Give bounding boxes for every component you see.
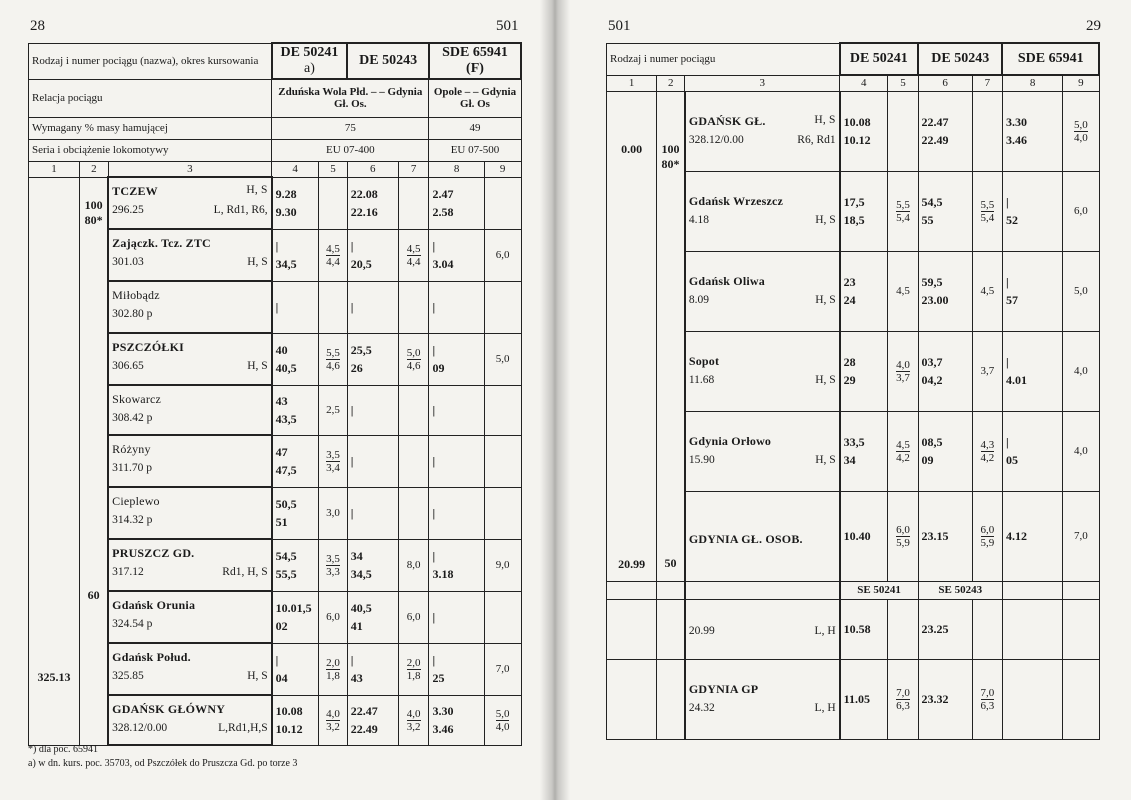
t3 bbox=[429, 177, 484, 229]
station-km: 317.12 Rd1, H, S bbox=[112, 566, 268, 578]
km-column: 325.13 bbox=[29, 177, 80, 745]
time-values: 22.08 22.16 bbox=[350, 187, 378, 219]
t1: 11.05 bbox=[840, 659, 888, 739]
t2 bbox=[347, 435, 398, 487]
time-values: | 34,5 bbox=[275, 239, 297, 271]
t1 bbox=[840, 411, 888, 491]
time-values: 3.30 3.46 bbox=[432, 704, 454, 736]
column-numbers-right bbox=[607, 75, 1100, 91]
speed-fraction: $\frac{4,5}{4,2}$ bbox=[896, 438, 910, 464]
station-cell bbox=[108, 229, 272, 281]
column-number: 6 bbox=[918, 75, 972, 91]
t3 bbox=[429, 591, 484, 643]
t1 bbox=[840, 91, 888, 171]
time-values: 22.47 22.49 bbox=[921, 115, 949, 147]
se-2: SE 50243 bbox=[918, 581, 1002, 599]
time-values: | bbox=[350, 403, 354, 417]
footnote-2: a) w dn. kurs. poc. 35703, od Pszczółek do Pruszcza Gd. po torze 3 bbox=[28, 758, 298, 769]
time-values: | 3.18 bbox=[432, 549, 454, 581]
column-number: 2 bbox=[657, 75, 685, 91]
station-km: 324.54 p bbox=[112, 618, 153, 630]
s1 bbox=[888, 91, 918, 171]
s3 bbox=[484, 435, 521, 487]
time-values: 3.30 3.46 bbox=[1005, 115, 1027, 147]
speed-fraction: $\frac{7,0}{6,3}$ bbox=[980, 686, 995, 712]
station-cell bbox=[685, 659, 840, 739]
time-values: | bbox=[432, 454, 436, 468]
time-values: | bbox=[350, 454, 354, 468]
column-number: 1 bbox=[607, 75, 657, 91]
right-body bbox=[607, 91, 1100, 739]
s2 bbox=[972, 659, 1002, 739]
time-values: 23 24 bbox=[843, 275, 856, 307]
column-number: 9 bbox=[484, 161, 521, 177]
t3 bbox=[1002, 251, 1062, 331]
time-values: | bbox=[432, 506, 436, 520]
s3: 5,0 bbox=[1063, 251, 1099, 331]
time-values: | 05 bbox=[1005, 435, 1018, 467]
t2 bbox=[347, 177, 398, 229]
s2: 4,5 bbox=[972, 251, 1002, 331]
station-name: GDAŃSK GŁÓWNY bbox=[112, 702, 226, 716]
page-number-left: 28 bbox=[30, 18, 45, 34]
t2 bbox=[918, 251, 972, 331]
t3 bbox=[1002, 491, 1062, 581]
time-values: | bbox=[432, 403, 436, 417]
s2 bbox=[972, 171, 1002, 251]
s1 bbox=[319, 435, 348, 487]
station-km: 328.12/0.00 L,Rd1,H,S bbox=[112, 722, 268, 734]
time-values: 25,5 26 bbox=[350, 343, 372, 375]
speed-fraction: $\frac{6,0}{5,9}$ bbox=[980, 523, 995, 549]
column-number: 8 bbox=[1002, 75, 1062, 91]
loco-12: EU 07-400 bbox=[272, 139, 429, 161]
t1 bbox=[272, 281, 319, 333]
train-2: DE 50243 bbox=[347, 43, 429, 79]
station-cell bbox=[685, 599, 840, 659]
s2 bbox=[398, 643, 429, 695]
speed-column: 100 80* 50 bbox=[657, 91, 685, 581]
page-number-right: 29 bbox=[1086, 18, 1101, 34]
speed-fraction: $\frac{5,5}{4,6}$ bbox=[326, 346, 340, 372]
footnote-1: *) dla poc. 65941 bbox=[28, 744, 98, 755]
s1: 6,0 bbox=[319, 591, 348, 643]
speed-fraction: $\frac{5,5}{5,4}$ bbox=[980, 198, 995, 224]
relation-3: Opole – – Gdynia Gł. Os bbox=[429, 79, 521, 117]
table-row bbox=[607, 599, 1100, 659]
time-values: 17,5 18,5 bbox=[843, 195, 865, 227]
time-values: | 3.04 bbox=[432, 239, 454, 271]
s1: 3,0 bbox=[319, 487, 348, 539]
s1: 2,5 bbox=[319, 385, 348, 435]
station-cell bbox=[108, 695, 272, 745]
t2 bbox=[918, 171, 972, 251]
station-km: 8.09 H, S bbox=[688, 293, 836, 306]
s3 bbox=[484, 591, 521, 643]
s3 bbox=[484, 487, 521, 539]
t1 bbox=[272, 333, 319, 385]
station-cell bbox=[108, 643, 272, 695]
column-number: 3 bbox=[108, 161, 272, 177]
speed-fraction: $\frac{4,5}{4,4}$ bbox=[326, 242, 340, 268]
station-cell bbox=[108, 591, 272, 643]
s1 bbox=[888, 411, 918, 491]
time-values: 10.01,5 02 bbox=[275, 601, 312, 633]
s2 bbox=[398, 695, 429, 745]
s3: 7,0 bbox=[1063, 491, 1099, 581]
train-1-right: DE 50241 bbox=[840, 43, 918, 75]
time-values: | 4.01 bbox=[1005, 355, 1027, 387]
column-numbers bbox=[29, 161, 522, 177]
station-name: Cieplewo bbox=[112, 494, 160, 508]
s1 bbox=[888, 331, 918, 411]
t2 bbox=[347, 487, 398, 539]
right-page bbox=[566, 0, 1131, 800]
t1 bbox=[840, 491, 888, 581]
t3 bbox=[429, 695, 484, 745]
time-values: 10.40 bbox=[843, 529, 871, 543]
train-label-right: Rodzaj i numer pociągu bbox=[607, 43, 840, 75]
s3: 6,0 bbox=[484, 229, 521, 281]
station-cell bbox=[685, 491, 840, 581]
relation-12: Zduńska Wola Płd. – – Gdynia Gł. Os. bbox=[272, 79, 429, 117]
loco-3: EU 07-500 bbox=[429, 139, 521, 161]
time-values: 2.47 2.58 bbox=[432, 187, 454, 219]
s2: 8,0 bbox=[398, 539, 429, 591]
time-values: | 43 bbox=[350, 653, 363, 685]
t1 bbox=[272, 385, 319, 435]
time-values: | bbox=[275, 300, 279, 314]
time-values: | bbox=[350, 300, 354, 314]
t1 bbox=[272, 695, 319, 745]
s3: 6,0 bbox=[1063, 171, 1099, 251]
station-cell bbox=[685, 251, 840, 331]
speed-fraction: $\frac{4,0}{3,2}$ bbox=[406, 707, 421, 733]
station-cell bbox=[685, 91, 840, 171]
time-values: 22.47 22.49 bbox=[350, 704, 378, 736]
left-timetable bbox=[28, 42, 522, 746]
s1 bbox=[319, 643, 348, 695]
station-name: Sopot bbox=[688, 353, 720, 368]
t1 bbox=[272, 591, 319, 643]
station-km: 311.70 p bbox=[112, 462, 152, 474]
s1: 4,5 bbox=[888, 251, 918, 331]
station-km: 302.80 p bbox=[112, 308, 153, 320]
t2: 23.25 bbox=[918, 599, 972, 659]
s3 bbox=[484, 281, 521, 333]
s1 bbox=[319, 695, 348, 745]
time-values: 43 43,5 bbox=[275, 394, 297, 426]
station-km: 325.85 H, S bbox=[112, 670, 268, 682]
t1 bbox=[840, 331, 888, 411]
t2 bbox=[918, 91, 972, 171]
station-km: 308.42 p bbox=[112, 412, 153, 424]
s1 bbox=[319, 229, 348, 281]
s1 bbox=[888, 659, 918, 739]
time-values: 03,7 04,2 bbox=[921, 355, 943, 387]
time-values: 08,5 09 bbox=[921, 435, 943, 467]
t2 bbox=[347, 539, 398, 591]
s3 bbox=[1063, 91, 1099, 171]
time-values: 54,5 55 bbox=[921, 195, 943, 227]
time-values: 10.08 10.12 bbox=[843, 115, 871, 147]
time-values: | 57 bbox=[1005, 275, 1018, 307]
time-values: 40,5 41 bbox=[350, 601, 372, 633]
station-name: Gdańsk Wrzeszcz bbox=[688, 193, 784, 208]
s3: 4,0 bbox=[1063, 331, 1099, 411]
station-cell bbox=[108, 539, 272, 591]
t1 bbox=[272, 539, 319, 591]
column-number: 3 bbox=[685, 75, 840, 91]
braking-12: 75 bbox=[272, 117, 429, 139]
t1 bbox=[272, 229, 319, 281]
s1 bbox=[888, 491, 918, 581]
s3: 9,0 bbox=[484, 539, 521, 591]
t2 bbox=[918, 331, 972, 411]
speed-column: 100 80* 60 bbox=[80, 177, 109, 745]
s2: 3,7 bbox=[972, 331, 1002, 411]
time-values: 34 34,5 bbox=[350, 549, 372, 581]
station-cell bbox=[108, 333, 272, 385]
se-1: SE 50241 bbox=[840, 581, 918, 599]
t1 bbox=[840, 171, 888, 251]
train-2-right: DE 50243 bbox=[918, 43, 1002, 75]
left-body bbox=[29, 177, 522, 745]
column-number: 1 bbox=[29, 161, 80, 177]
s2 bbox=[972, 599, 1002, 659]
time-values: 33,5 34 bbox=[843, 435, 865, 467]
right-timetable bbox=[606, 42, 1100, 740]
s2 bbox=[398, 229, 429, 281]
speed-fraction: $\frac{7,0}{6,3}$ bbox=[896, 686, 910, 712]
time-values: 9.28 9.30 bbox=[275, 187, 297, 219]
s2: 6,0 bbox=[398, 591, 429, 643]
station-km: 15.90 H, S bbox=[688, 453, 836, 466]
train-3-right: SDE 65941 bbox=[1002, 43, 1099, 75]
station-name: Różyny bbox=[112, 442, 151, 456]
station-name: GDAŃSK GŁ. H, S bbox=[688, 113, 836, 128]
speed-fraction: $\frac{5,0}{4,0}$ bbox=[1074, 118, 1088, 144]
t3 bbox=[429, 229, 484, 281]
t2 bbox=[347, 229, 398, 281]
page-number-relation: 501 bbox=[496, 18, 519, 34]
speed-fraction: $\frac{5,5}{5,4}$ bbox=[896, 198, 910, 224]
station-km: 20.99 L, H bbox=[688, 624, 836, 637]
s1 bbox=[319, 333, 348, 385]
braking-3: 49 bbox=[429, 117, 521, 139]
train-3: SDE 65941 (F) bbox=[429, 43, 521, 79]
table-row bbox=[607, 659, 1100, 739]
speed-fraction: $\frac{4,3}{4,2}$ bbox=[980, 438, 995, 464]
speed-fraction: $\frac{4,0}{3,7}$ bbox=[896, 358, 910, 384]
station-cell bbox=[108, 177, 272, 229]
t1: 10.58 bbox=[840, 599, 888, 659]
speed-fraction: $\frac{5,0}{4,6}$ bbox=[406, 346, 421, 372]
station-name: Gdańsk Połud. bbox=[112, 650, 191, 664]
t2 bbox=[918, 411, 972, 491]
column-number: 8 bbox=[429, 161, 484, 177]
s2 bbox=[398, 281, 429, 333]
s1 bbox=[888, 171, 918, 251]
column-number: 6 bbox=[347, 161, 398, 177]
t3 bbox=[429, 333, 484, 385]
time-values: 23.15 bbox=[921, 529, 949, 543]
station-km: 328.12/0.00 R6, Rd1 bbox=[688, 133, 836, 146]
column-number: 5 bbox=[888, 75, 918, 91]
speed-fraction: $\frac{4,5}{4,4}$ bbox=[406, 242, 421, 268]
t3 bbox=[429, 539, 484, 591]
time-values: | bbox=[350, 506, 354, 520]
t3 bbox=[1002, 91, 1062, 171]
speed-fraction: $\frac{5,0}{4,0}$ bbox=[495, 707, 510, 733]
speed-fraction: $\frac{6,0}{5,9}$ bbox=[896, 523, 910, 549]
station-name: Miłobądz bbox=[112, 288, 160, 302]
t2 bbox=[918, 491, 972, 581]
column-number: 4 bbox=[272, 161, 319, 177]
speed-fraction: $\frac{3,5}{3,3}$ bbox=[326, 552, 340, 578]
column-number: 4 bbox=[840, 75, 888, 91]
s1 bbox=[319, 177, 348, 229]
t3 bbox=[429, 435, 484, 487]
t1 bbox=[840, 251, 888, 331]
se-header-row bbox=[607, 581, 1100, 599]
station-name: GDYNIA GP bbox=[688, 681, 759, 696]
s2 bbox=[972, 491, 1002, 581]
station-cell bbox=[108, 435, 272, 487]
time-values: | 04 bbox=[275, 653, 288, 685]
t1 bbox=[272, 177, 319, 229]
s3 bbox=[484, 177, 521, 229]
station-name: PRUSZCZ GD. bbox=[112, 546, 195, 560]
station-cell bbox=[685, 171, 840, 251]
s1 bbox=[319, 539, 348, 591]
t2 bbox=[347, 643, 398, 695]
time-values: 40 40,5 bbox=[275, 343, 297, 375]
speed-fraction: $\frac{2,0}{1,8}$ bbox=[326, 656, 340, 682]
station-name: Gdańsk Oliwa bbox=[688, 273, 765, 288]
t1 bbox=[272, 487, 319, 539]
left-page bbox=[0, 0, 560, 800]
station-name: GDYNIA GŁ. OSOB. bbox=[688, 531, 803, 546]
station-cell bbox=[108, 487, 272, 539]
station-cell bbox=[685, 411, 840, 491]
s1 bbox=[319, 281, 348, 333]
station-km: 11.68 H, S bbox=[688, 373, 836, 386]
t3 bbox=[1002, 171, 1062, 251]
s3: 5,0 bbox=[484, 333, 521, 385]
time-values: 10.08 10.12 bbox=[275, 704, 303, 736]
table-row bbox=[607, 91, 1100, 171]
t3 bbox=[429, 385, 484, 435]
s3: 7,0 bbox=[484, 643, 521, 695]
station-km: 4.18 H, S bbox=[688, 213, 836, 226]
t3 bbox=[429, 643, 484, 695]
speed-fraction: $\frac{2,0}{1,8}$ bbox=[406, 656, 421, 682]
s2 bbox=[398, 333, 429, 385]
time-values: | 25 bbox=[432, 653, 445, 685]
time-values: | 52 bbox=[1005, 195, 1018, 227]
time-values: 50,5 51 bbox=[275, 497, 297, 529]
speed-fraction: $\frac{4,0}{3,2}$ bbox=[326, 707, 340, 733]
t2 bbox=[347, 281, 398, 333]
column-number: 2 bbox=[80, 161, 109, 177]
t2 bbox=[347, 333, 398, 385]
time-values: | bbox=[432, 610, 436, 624]
time-values: | 09 bbox=[432, 343, 445, 375]
s2 bbox=[972, 91, 1002, 171]
station-cell bbox=[108, 385, 272, 435]
time-values: | bbox=[432, 300, 436, 314]
s3: 4,0 bbox=[1063, 411, 1099, 491]
t2 bbox=[347, 695, 398, 745]
t3 bbox=[1002, 411, 1062, 491]
time-values: | 20,5 bbox=[350, 239, 372, 271]
t3 bbox=[1002, 331, 1062, 411]
train-label: Rodzaj i numer pociągu (nazwa), okres kursowania bbox=[29, 43, 272, 79]
station-name: PSZCZÓŁKI bbox=[112, 340, 184, 354]
time-values: 59,5 23.00 bbox=[921, 275, 949, 307]
station-name: Skowarcz bbox=[112, 392, 162, 406]
column-number: 7 bbox=[398, 161, 429, 177]
s2 bbox=[398, 385, 429, 435]
t1 bbox=[272, 643, 319, 695]
time-values: 54,5 55,5 bbox=[275, 549, 297, 581]
s3 bbox=[484, 695, 521, 745]
station-km: 314.32 p bbox=[112, 514, 153, 526]
t2: 23.32 bbox=[918, 659, 972, 739]
s2 bbox=[972, 411, 1002, 491]
station-km: 306.65 H, S bbox=[112, 360, 268, 372]
t3 bbox=[429, 281, 484, 333]
t1 bbox=[272, 435, 319, 487]
s3 bbox=[484, 385, 521, 435]
station-cell bbox=[685, 331, 840, 411]
time-values: 4.12 bbox=[1005, 529, 1027, 543]
speed-fraction: $\frac{3,5}{3,4}$ bbox=[326, 448, 340, 474]
time-values: 47 47,5 bbox=[275, 445, 297, 477]
loco-label: Seria i obciążenie lokomotywy bbox=[29, 139, 272, 161]
station-km: 24.32 L, H bbox=[688, 701, 836, 714]
station-name: Gdańsk Orunia bbox=[112, 598, 196, 612]
station-km: 296.25 L, Rd1, R6, bbox=[112, 204, 268, 216]
s1 bbox=[888, 599, 918, 659]
s2 bbox=[398, 177, 429, 229]
column-number: 7 bbox=[972, 75, 1002, 91]
station-name: Zajączk. Tcz. ZTC bbox=[112, 236, 211, 250]
train-1: DE 50241 a) bbox=[272, 43, 348, 79]
braking-label: Wymagany % masy hamującej bbox=[29, 117, 272, 139]
s2 bbox=[398, 487, 429, 539]
page-number-relation-right: 501 bbox=[608, 18, 631, 34]
station-name: TCZEW H, S bbox=[112, 184, 268, 198]
t3 bbox=[429, 487, 484, 539]
t2 bbox=[347, 385, 398, 435]
t2 bbox=[347, 591, 398, 643]
time-values: 28 29 bbox=[843, 355, 856, 387]
km-column: 0.00 20.99 bbox=[607, 91, 657, 581]
s2 bbox=[398, 435, 429, 487]
relation-label: Relacja pociągu bbox=[29, 79, 272, 117]
station-cell bbox=[108, 281, 272, 333]
station-km: 301.03 H, S bbox=[112, 256, 268, 268]
column-number: 5 bbox=[319, 161, 348, 177]
column-number: 9 bbox=[1063, 75, 1099, 91]
station-name: Gdynia Orłowo bbox=[688, 433, 772, 448]
table-row bbox=[29, 177, 522, 229]
